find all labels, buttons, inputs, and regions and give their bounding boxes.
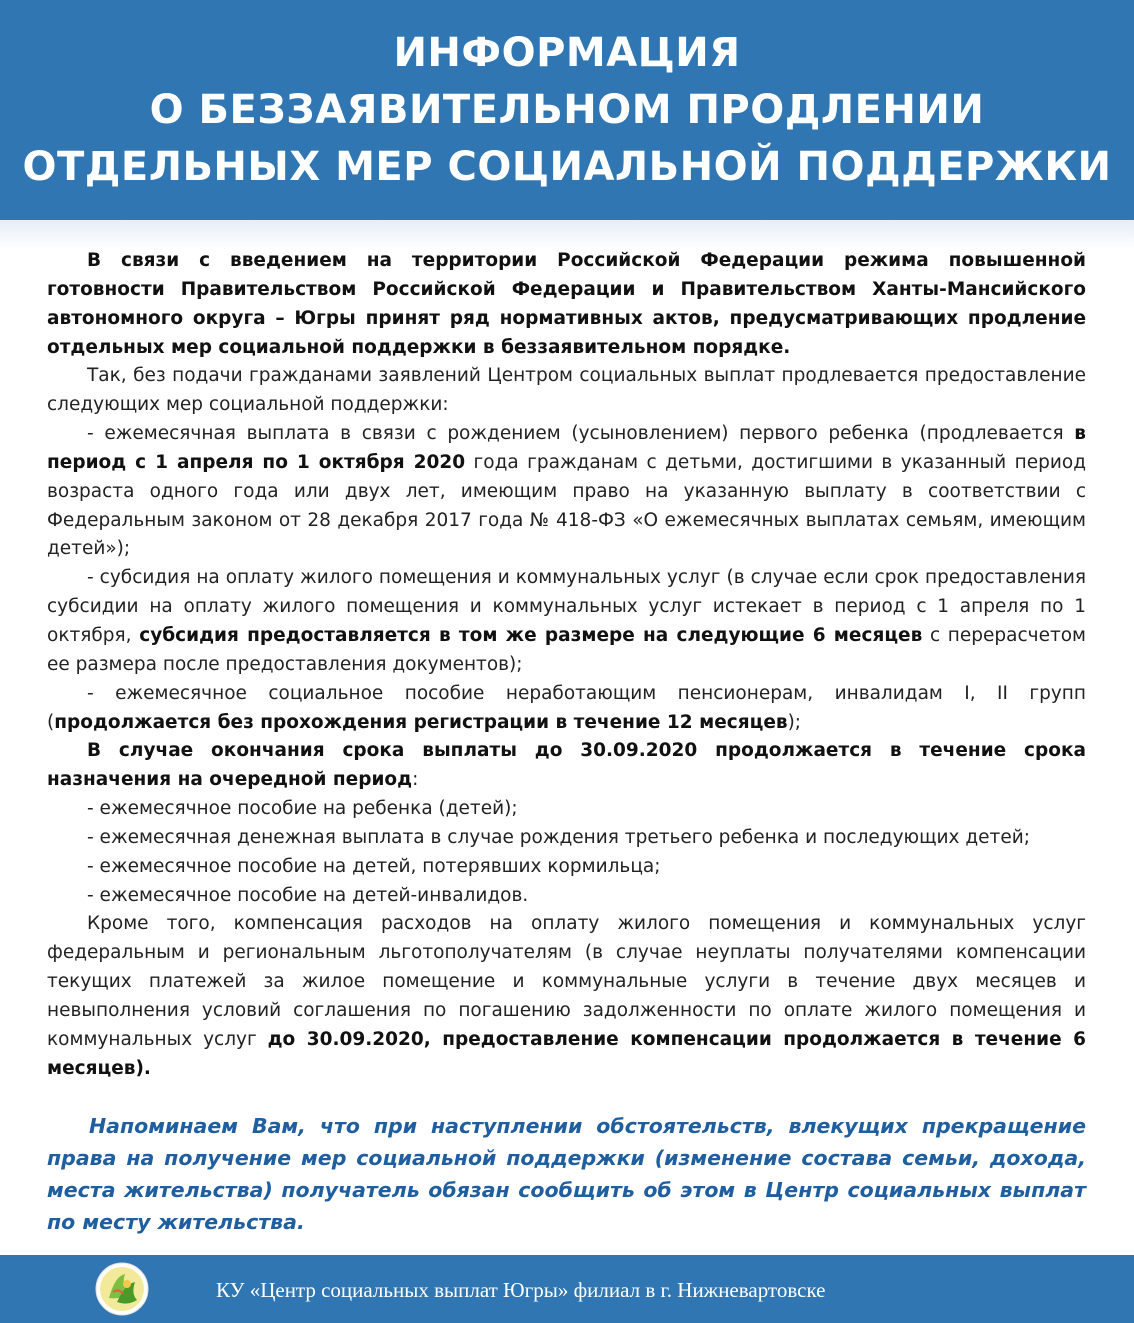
list-item: - ежемесячное пособие на детей, потерявших кормильца; <box>87 855 661 877</box>
organization-logo-icon <box>95 1262 149 1316</box>
measure-2-text-a: - субсидия на оплату жилого помещения и коммунальных услуг (в случае если срок предоставления субсидии на оплату жилого помещения и коммунальных услуг истекает в период с 1 апреля по 1 октября, <box>47 567 1086 646</box>
measure-2-text-b: с перерасчетом ее размера после предоставления документов); <box>47 624 1087 675</box>
intro-paragraph <box>47 247 1086 362</box>
measure-1-bold: в период с 1 апреля по 1 октября 2020 <box>47 423 1086 473</box>
header-banner <box>0 0 1134 220</box>
list-item: - ежемесячное пособие на детей-инвалидов. <box>87 884 529 906</box>
list-item: - ежемесячное пособие на ребенка (детей); <box>87 798 518 820</box>
footer-organization: КУ «Центр социальных выплат Югры» филиал в г. Нижневартовске <box>216 1278 826 1302</box>
ending-colon: : <box>412 769 419 791</box>
main-text <box>47 247 1086 1083</box>
measure-1-text-b: года гражданам с детьми, достигшими в указанный период возраста одного года или двух лет, имеющим право на указанную выплату в соответствии с Федеральным законом от 28 декабря 2017 года № 418-ФЗ «О ежемесячных выплатах семьям, имеющим детей»); <box>47 451 1086 560</box>
measures-paragraph: Так, без подачи гражданами заявлений Центром социальных выплат продлевается предоставление следующих мер социальной поддержки: <box>47 365 1086 416</box>
compensation-paragraph <box>47 910 1086 1083</box>
ending-paragraph <box>47 737 1086 795</box>
measure-1-text-a: - ежемесячная выплата в связи с рождением (усыновлением) первого ребенка (продлевается <box>87 423 1075 445</box>
compensation-bold: до 30.09.2020, предоставление компенсации продолжается в течение 6 месяцев). <box>47 1028 1086 1079</box>
list-item: - ежемесячная денежная выплата в случае рождения третьего ребенка и последующих детей; <box>87 826 1030 848</box>
measure-3-text-a: - ежемесячное социальное пособие неработающим пенсионерам, инвалидам I, II групп ( <box>47 682 1086 733</box>
measure-3-bold: продолжается без прохождения регистрации в течение 12 месяцев <box>54 711 788 733</box>
measure-3-text-b: ); <box>787 711 802 733</box>
title-line-3: ОТДЕЛЬНЫХ МЕР СОЦИАЛЬНОЙ ПОДДЕРЖКИ <box>22 143 1112 190</box>
intro-bold: В связи с введением на территории Российской Федерации режима повышенной готовности Правительством Российской Федерации и Правительством Ханты-Мансийского автономного округа – Югры принят ряд нормативных актов, предусматривающих продление отдельных мер социальной поддержки в беззаявительном порядке. <box>47 250 1086 358</box>
measure-item-1 <box>47 420 1086 564</box>
reminder-paragraph: Напоминаем Вам, что при наступлении обстоятельств, влекущих прекращение права на получение мер социальной поддержки (изменение состава семьи, дохода, места жительства) получатель обязан сообщить об этом в Центр социальных выплат по месту жительства. <box>47 1114 1086 1234</box>
measure-item-2 <box>47 564 1086 679</box>
measure-item-3 <box>47 680 1086 738</box>
title-line-2: О БЕЗЗАЯВИТЕЛЬНОМ ПРОДЛЕНИИ <box>149 86 985 133</box>
title-line-1: ИНФОРМАЦИЯ <box>393 29 741 76</box>
compensation-text: Кроме того, компенсация расходов на оплату жилого помещения и коммунальных услуг федеральным и региональным льготополучателям (в случае неуплаты получателями компенсации текущих платежей за жилое помещение и коммунальные услуги в течение двух месяцев и невыполнения условий соглашения по погашению задолженности по оплате жилого помещения и коммунальных услуг <box>47 913 1086 1050</box>
measure-2-bold: субсидия предоставляется в том же размере на следующие 6 месяцев <box>139 624 923 646</box>
ending-bold: В случае окончания срока выплаты до 30.09.2020 продолжается в течение срока назначения на очередной период <box>47 740 1086 791</box>
